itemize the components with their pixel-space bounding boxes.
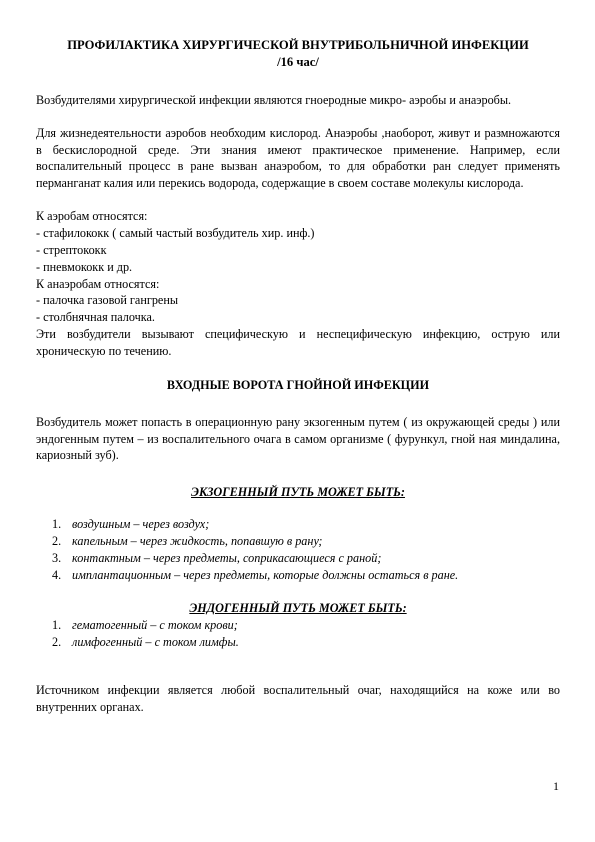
aerobes-heading: К аэробам относятся:: [36, 209, 148, 223]
list-number: 1.: [52, 618, 62, 632]
anaerobes-heading: К анаэробам относятся:: [36, 277, 160, 291]
entry-gates-heading: ВХОДНЫЕ ВОРОТА ГНОЙНОЙ ИНФЕКЦИИ: [166, 378, 430, 392]
list-text: воздушным – через воздух;: [72, 517, 210, 531]
endogenous-list: [52, 617, 560, 651]
list-text: капельным – через жидкость, попавшую в рану;: [72, 534, 323, 548]
aerobes-list-item: - пневмококк и др.: [36, 260, 133, 274]
list-number: 2.: [52, 534, 62, 548]
aerobes-list-item: - стрептококк: [36, 243, 107, 257]
intro-paragraph-2: Для жизнедеятельности аэробов необходим кислород. Анаэробы ,наоборот, живут и размножаются в бескислородной среде. Эти знания имеют практическое применение. Например, если воспалительный процесс в ране вызван анаэробом, то для обработки ран следует применять перманганат калия или перекись водорода, содержащие в своем составе молекулы кислорода.: [36, 126, 560, 190]
list-number: 2.: [52, 635, 62, 649]
exogenous-list-item: [52, 567, 560, 584]
summary-paragraph: Эти возбудители вызывают специфическую и неспецифическую инфекцию, острую или хроническую по течению.: [36, 327, 560, 358]
anaerobes-list-item: - палочка газовой гангрены: [36, 293, 179, 307]
list-text: лимфогенный – с током лимфы.: [72, 635, 239, 649]
aerobes-list-item: - стафилококк ( самый частый возбудитель хир. инф.): [36, 226, 315, 240]
page-number: 1: [553, 779, 559, 793]
endogenous-heading: ЭНДОГЕННЫЙ ПУТЬ МОЖЕТ БЫТЬ:: [189, 601, 407, 615]
exogenous-list-item: [52, 550, 560, 567]
entry-gates-paragraph: Возбудитель может попасть в операционную рану экзогенным путем ( из окружающей среды ) или эндогенным путем – из воспалительного очага в самом организме ( фурункул, гной ная миндалина, кариозный зуб).: [36, 415, 560, 462]
list-text: контактным – через предметы, соприкасающиеся с раной;: [72, 551, 382, 565]
anaerobes-list-item: - столбнячная палочка.: [36, 310, 155, 324]
exogenous-heading: ЭКЗОГЕННЫЙ ПУТЬ МОЖЕТ БЫТЬ:: [191, 485, 405, 499]
list-number: 3.: [52, 551, 62, 565]
endogenous-list-item: [52, 617, 560, 634]
list-number: 4.: [52, 568, 62, 582]
list-text: гематогенный – с током крови;: [72, 618, 238, 632]
exogenous-list-item: [52, 516, 560, 533]
list-text: имплантационным – через предметы, которые должны остаться в ране.: [72, 568, 459, 582]
exogenous-list-item: [52, 533, 560, 550]
document-title: ПРОФИЛАКТИКА ХИРУРГИЧЕСКОЙ ВНУТРИБОЛЬНИЧНОЙ ИНФЕКЦИИ: [67, 38, 529, 52]
document-subtitle-hours: /16 час/: [277, 55, 319, 69]
intro-paragraph-1: Возбудителями хирургической инфекции являются гноеродные микро- аэробы и анаэробы.: [36, 93, 512, 107]
exogenous-list: [52, 516, 560, 584]
list-number: 1.: [52, 517, 62, 531]
endogenous-list-item: [52, 634, 560, 651]
infection-source-paragraph: Источником инфекции является любой воспалительный очаг, находящийся на коже или во внутренних органах.: [36, 683, 560, 714]
